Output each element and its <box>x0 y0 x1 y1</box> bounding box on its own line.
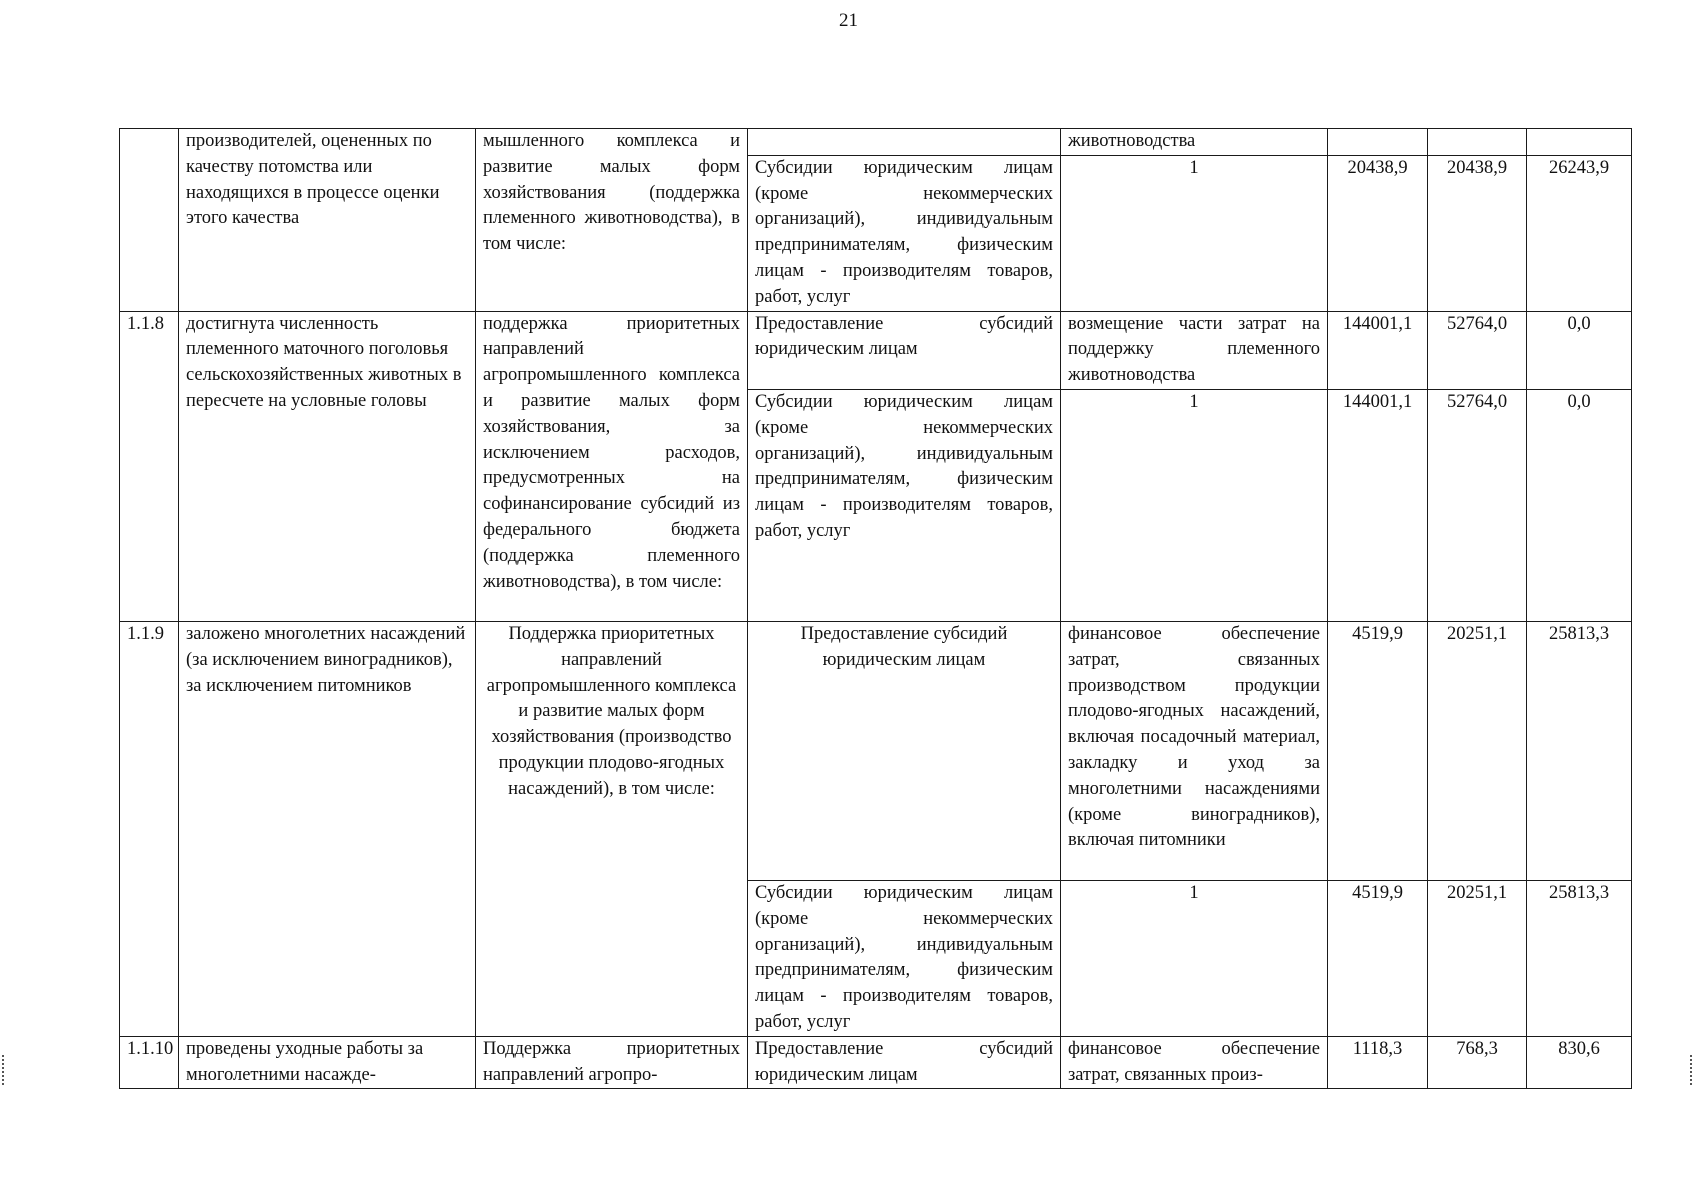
event-cell: Поддержка приоритетных направлений агропромышленного комплекса и развитие малых форм хозяйствования (производство продукции плодово-ягодных насаждений), в том числе: <box>476 621 748 1036</box>
result-description-cell: достигнута численность племенного маточного поголовья сельскохозяйственных животных в пересчете на условные головы <box>179 311 476 621</box>
purpose-cell: возмещение части затрат на поддержку племенного животноводства <box>1061 311 1328 389</box>
purpose-cell: животноводства <box>1061 129 1328 156</box>
code-cell: 1 <box>1061 880 1328 1036</box>
result-description-cell: заложено многолетних насаждений (за исключением виноградников), за исключением питомников <box>179 621 476 1036</box>
value-cell <box>1428 129 1527 156</box>
table-row <box>120 129 1632 156</box>
support-form-cell: Субсидии юридическим лицам (кроме некоммерческих организаций), индивидуальным предпринимателям, физическим лицам - производителям товаров, работ, услуг <box>748 155 1061 311</box>
value-cell: 52764,0 <box>1428 389 1527 621</box>
row-number-cell: 1.1.8 <box>120 311 179 621</box>
table-row <box>120 621 1632 880</box>
page-number: 21 <box>839 10 858 31</box>
scan-edge-mark <box>1690 1055 1694 1085</box>
value-cell: 20251,1 <box>1428 621 1527 880</box>
value-cell: 0,0 <box>1527 389 1632 621</box>
event-cell: поддержка приоритетных направлений агропромышленного комплекса и развитие малых форм хозяйствования, за исключением расходов, предусмотренных на софинансирование субсидий из федерального бюджета (поддержка племенного животноводства), в том числе: <box>476 311 748 621</box>
value-cell: 25813,3 <box>1527 621 1632 880</box>
scan-edge-mark <box>2 1055 6 1085</box>
value-cell: 4519,9 <box>1328 621 1428 880</box>
support-form-cell: Предоставление субсидий юридическим лицам <box>748 311 1061 389</box>
event-cell: мышленного комплекса и развитие малых форм хозяйствования (поддержка племенного животноводства), в том числе: <box>476 129 748 312</box>
support-form-cell: Субсидии юридическим лицам (кроме некоммерческих организаций), индивидуальным предпринимателям, физическим лицам - производителям товаров, работ, услуг <box>748 389 1061 621</box>
purpose-cell: финансовое обеспечение затрат, связанных производством продукции плодово-ягодных насаждений, включая посадочный материал, закладку и уход за многолетними насаждениями (кроме виноградников), включая питомники <box>1061 621 1328 880</box>
event-cell: Поддержка приоритетных направлений агропро- <box>476 1036 748 1089</box>
table-row <box>120 311 1632 389</box>
value-cell: 768,3 <box>1428 1036 1527 1089</box>
value-cell: 4519,9 <box>1328 880 1428 1036</box>
code-cell: 1 <box>1061 155 1328 311</box>
support-form-cell: Субсидии юридическим лицам (кроме некоммерческих организаций), индивидуальным предпринимателям, физическим лицам - производителям товаров, работ, услуг <box>748 880 1061 1036</box>
value-cell: 830,6 <box>1527 1036 1632 1089</box>
row-number-cell: 1.1.10 <box>120 1036 179 1089</box>
program-table <box>119 128 1632 1089</box>
value-cell: 52764,0 <box>1428 311 1527 389</box>
value-cell: 20251,1 <box>1428 880 1527 1036</box>
result-description-cell: производителей, оцененных по качеству потомства или находящихся в процессе оценки этого качества <box>179 129 476 312</box>
purpose-cell: финансовое обеспечение затрат, связанных произ- <box>1061 1036 1328 1089</box>
value-cell: 20438,9 <box>1428 155 1527 311</box>
value-cell: 144001,1 <box>1328 311 1428 389</box>
result-description-cell: проведены уходные работы за многолетними насажде- <box>179 1036 476 1089</box>
value-cell <box>1328 129 1428 156</box>
support-form-cell <box>748 129 1061 156</box>
row-number-cell <box>120 129 179 312</box>
value-cell: 25813,3 <box>1527 880 1632 1036</box>
value-cell: 144001,1 <box>1328 389 1428 621</box>
value-cell: 26243,9 <box>1527 155 1632 311</box>
support-form-cell: Предоставление субсидий юридическим лицам <box>748 1036 1061 1089</box>
support-form-cell: Предоставление субсидий юридическим лицам <box>748 621 1061 880</box>
value-cell: 1118,3 <box>1328 1036 1428 1089</box>
value-cell: 0,0 <box>1527 311 1632 389</box>
value-cell <box>1527 129 1632 156</box>
table-row <box>120 1036 1632 1089</box>
row-number-cell: 1.1.9 <box>120 621 179 1036</box>
code-cell: 1 <box>1061 389 1328 621</box>
value-cell: 20438,9 <box>1328 155 1428 311</box>
